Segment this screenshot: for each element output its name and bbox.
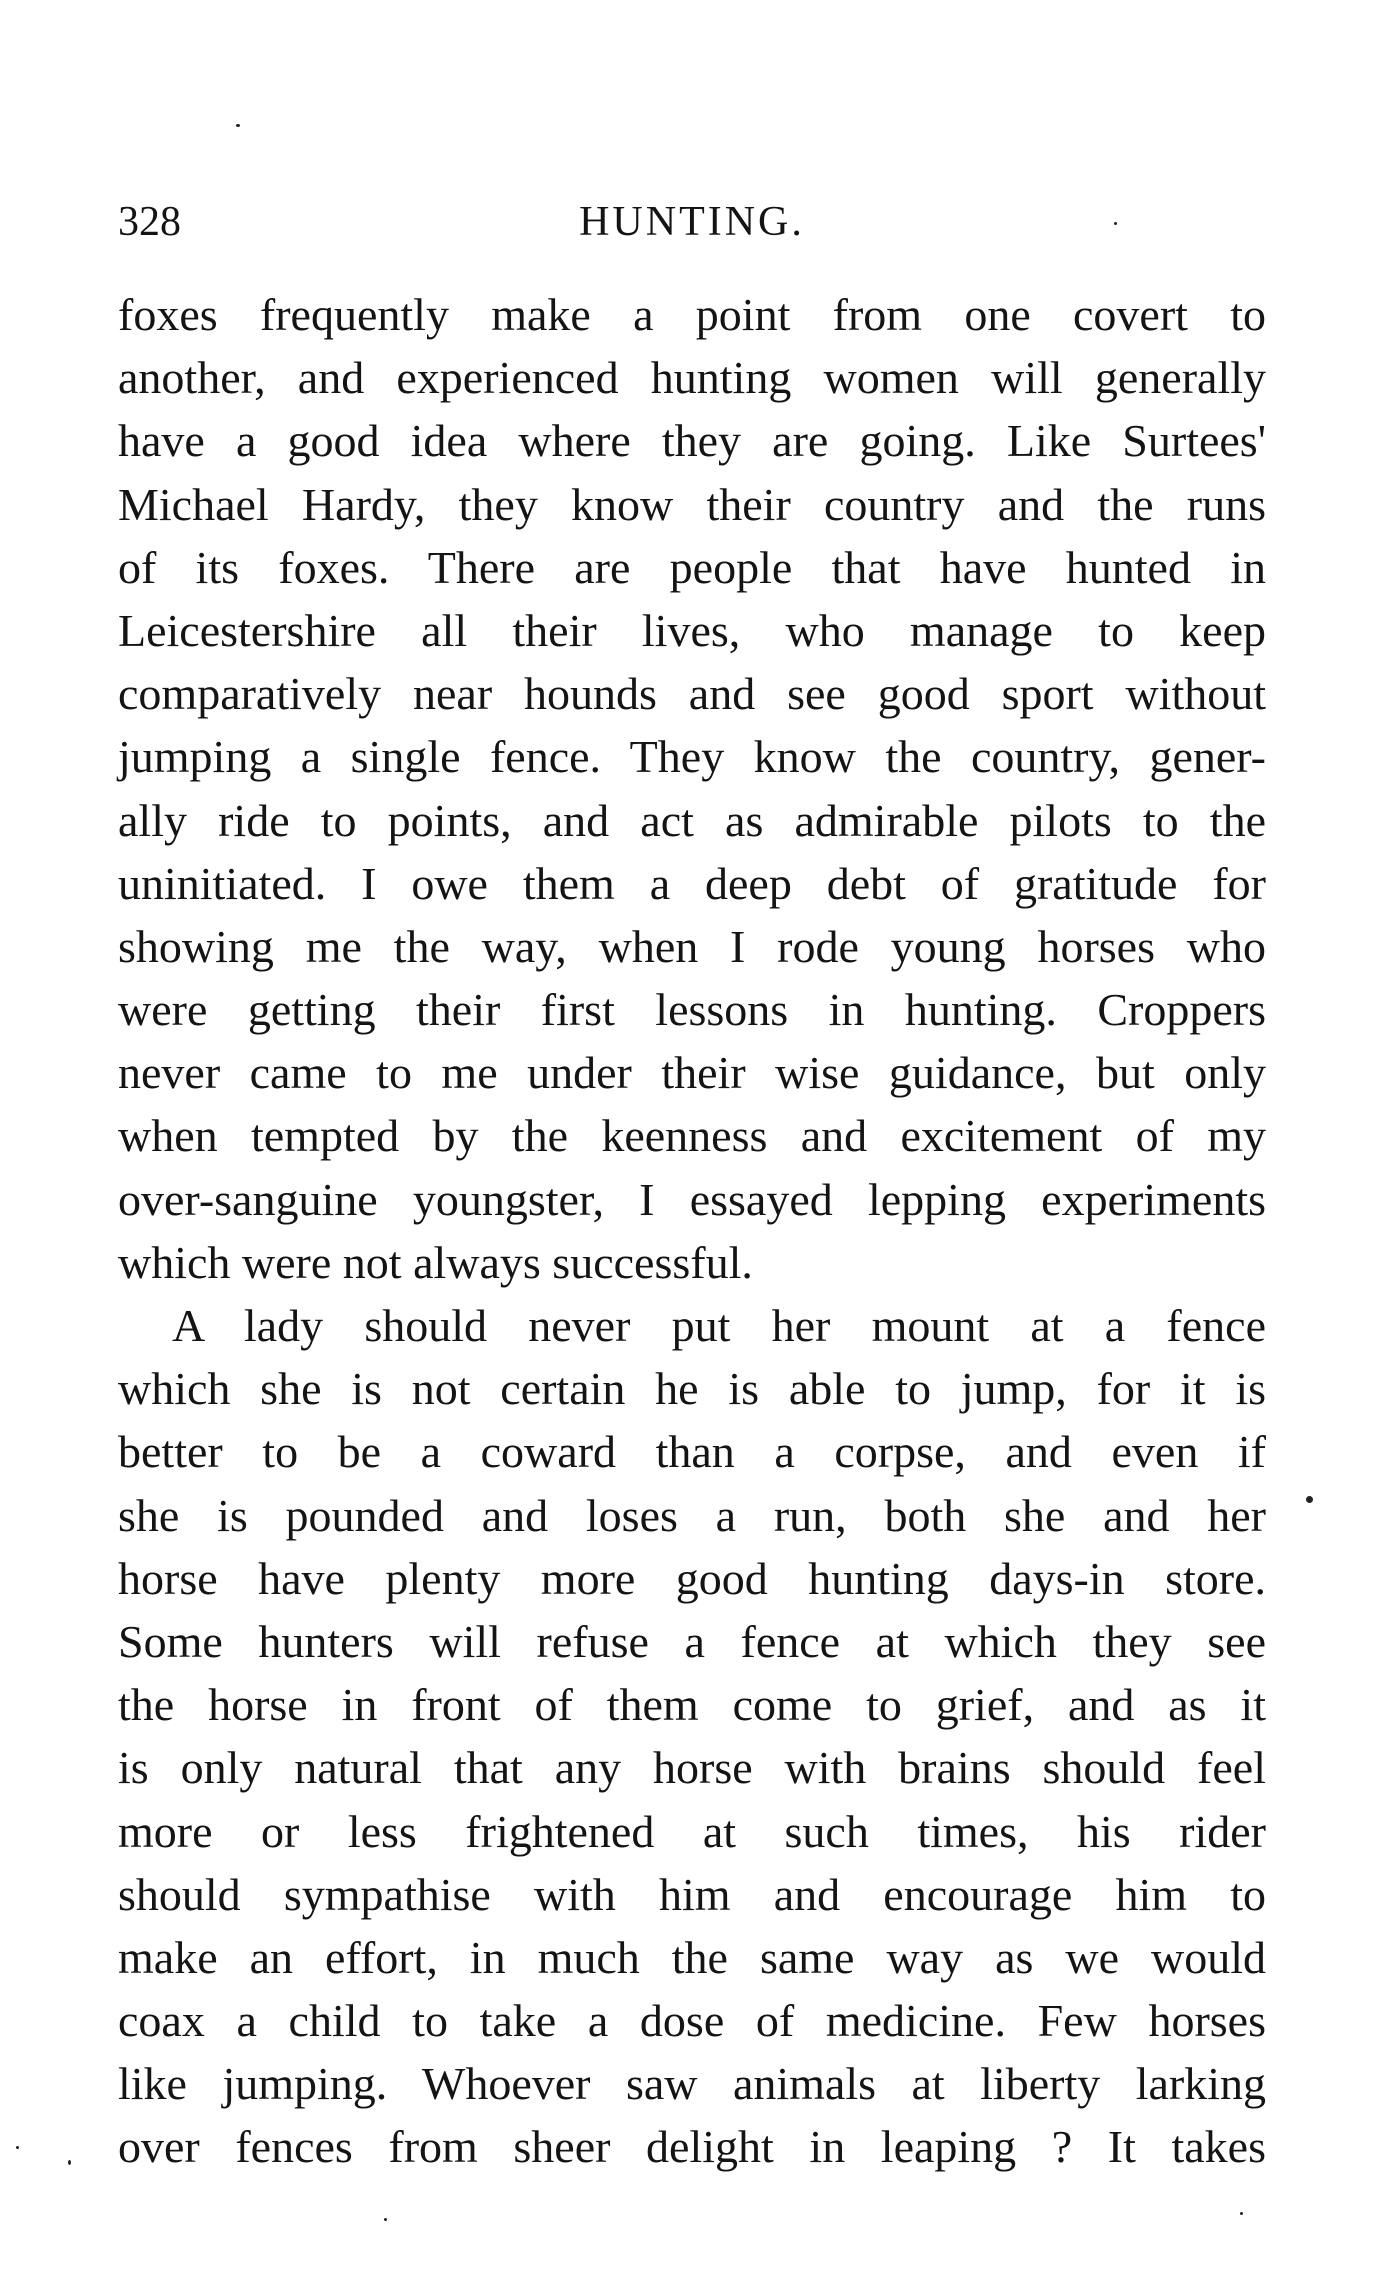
text-line: coax a child to take a dose of medicine. Few horses (118, 1995, 1266, 2047)
text-line: Some hunters will refuse a fence at which they see (118, 1615, 1266, 1667)
text-line: which she is not certain he is able to jump, for it is (118, 1363, 1266, 1415)
text-line: which were not always successful. (118, 1236, 753, 1288)
text-line: horse have plenty more good hunting days-in store. (118, 1552, 1266, 1604)
text-line: more or less frightened at such times, his rider (118, 1805, 1266, 1857)
page-header (118, 192, 1266, 252)
text-line: uninitiated. I owe them a deep debt of gratitude for (118, 857, 1266, 909)
text-line: over-sanguine youngster, I essayed lepping experiments (118, 1173, 1266, 1225)
scan-speck (1240, 2212, 1243, 2215)
text-line: jumping a single fence. They know the country, gener- (118, 731, 1266, 783)
text-line: is only natural that any horse with brains should feel (118, 1742, 1266, 1794)
text-line: she is pounded and loses a run, both she and her (118, 1489, 1266, 1541)
text-line: foxes frequently make a point from one covert to (118, 289, 1266, 340)
text-line: have a good idea where they are going. Like Surtees' (118, 415, 1266, 467)
scan-speck (68, 2160, 71, 2165)
text-line: showing me the way, when I rode young horses who (118, 920, 1266, 972)
running-head: HUNTING. (579, 199, 805, 245)
text-line: another, and experienced hunting women will generally (118, 352, 1266, 404)
text-line: better to be a coward than a corpse, and even if (118, 1426, 1266, 1478)
body-text (118, 283, 1266, 2179)
text-line: like jumping. Whoever saw animals at liberty larking (118, 2058, 1266, 2110)
text-line: never came to me under their wise guidance, but only (118, 1047, 1266, 1099)
scan-speck (1114, 222, 1117, 225)
scan-speck (236, 124, 240, 127)
text-line: comparatively near hounds and see good sport without (118, 668, 1266, 720)
text-line: Leicestershire all their lives, who manage to keep (118, 604, 1266, 656)
text-line: Michael Hardy, they know their country and the runs (118, 478, 1266, 530)
text-line: A lady should never put her mount at a fence (172, 1300, 1266, 1351)
text-line: of its foxes. There are people that have hunted in (118, 541, 1266, 593)
text-line: should sympathise with him and encourage him to (118, 1868, 1266, 1920)
text-line: were getting their first lessons in hunting. Croppers (118, 984, 1266, 1036)
scan-speck (384, 2218, 387, 2221)
text-line: the horse in front of them come to grief, and as it (118, 1679, 1266, 1731)
text-line: over fences from sheer delight in leaping ? It takes (118, 2121, 1266, 2173)
text-line: ally ride to points, and act as admirable pilots to the (118, 794, 1266, 846)
text-line: when tempted by the keenness and excitement of my (118, 1110, 1266, 1162)
page-number: 328 (118, 199, 181, 245)
scan-speck (16, 2146, 19, 2149)
scan-speck (1306, 1496, 1313, 1503)
text-line: make an effort, in much the same way as we would (118, 1931, 1266, 1983)
